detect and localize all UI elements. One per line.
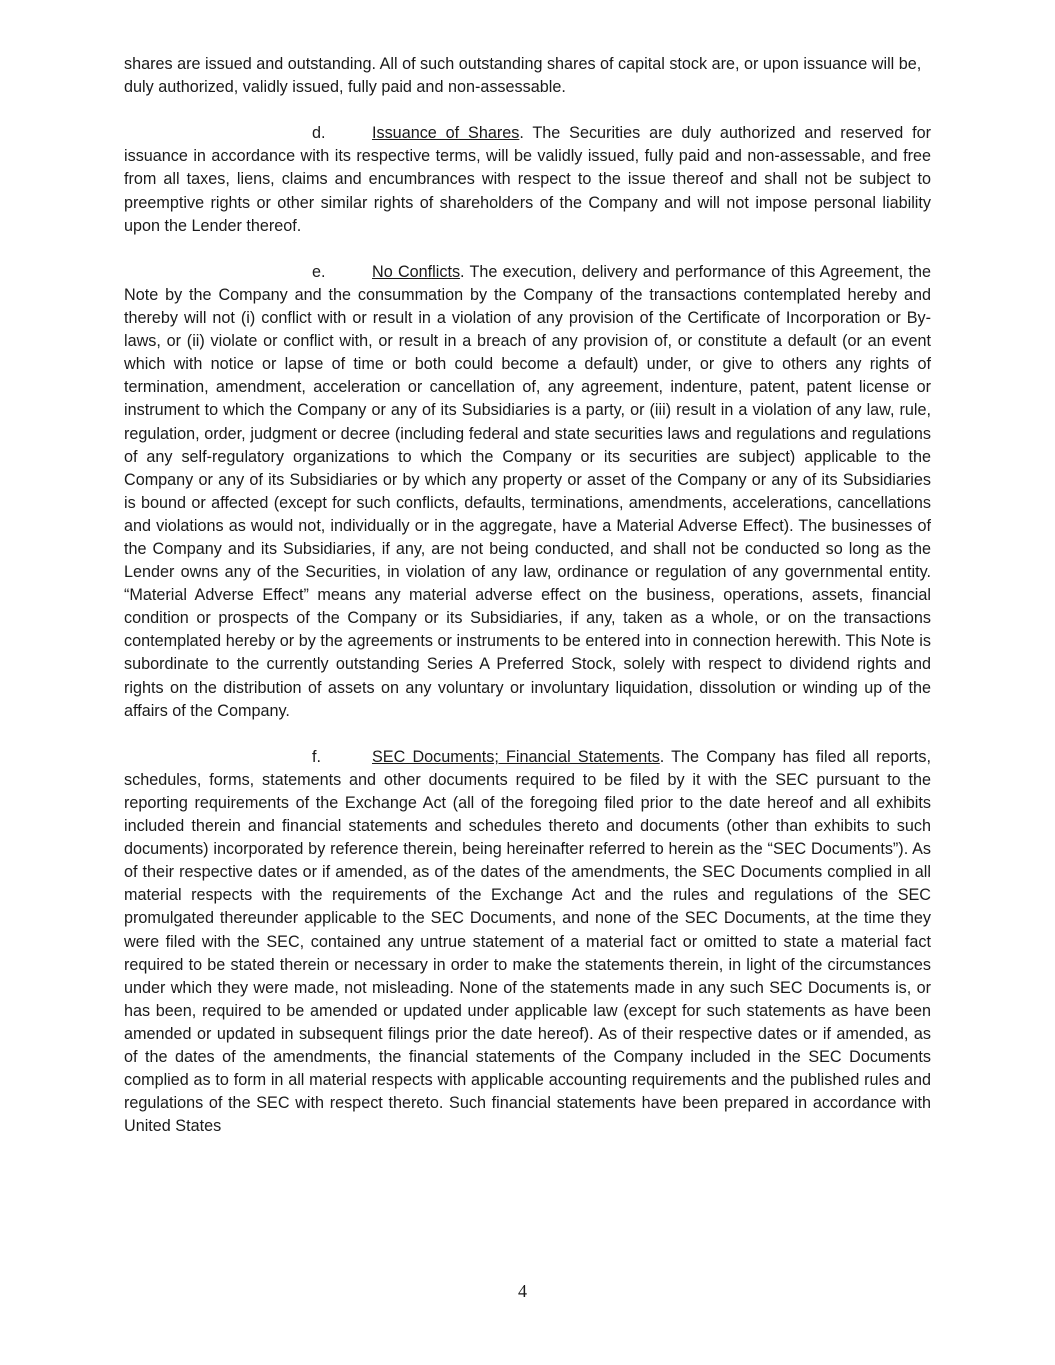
section-e-letter: e. <box>312 262 326 281</box>
paragraph-gap <box>124 238 931 261</box>
paragraph-gap <box>124 723 931 746</box>
section-f-heading: SEC Documents; Financial Statements <box>372 747 660 766</box>
section-e-paragraph <box>124 261 931 723</box>
document-page <box>124 53 931 1138</box>
section-f-letter: f. <box>312 747 321 766</box>
section-d-heading: Issuance of Shares <box>372 124 520 143</box>
page-number: 4 <box>518 1281 527 1301</box>
paragraph-gap <box>124 99 931 122</box>
section-d-text: . The Securities are duly authorized and reserved for issuance in accordance with its respective terms, will be validly issued, fully paid and non-assessable, and free from all taxes, liens, claims and encumbrances with respect to the issue thereof and shall not be subject to preemptive rights or other similar rights of shareholders of the Company and will not impose personal liability upon the Lender thereof. <box>124 124 932 235</box>
section-e-text: . The execution, delivery and performance of this Agreement, the Note by the Company and the consummation by the Company of the transactions contemplated hereby and thereby will not (i) conflict with or result in a violation of any provision of the Certificate of Incorporation or By-laws, or (ii) violate or conflict with, or result in a breach of any provision of, or constitute a default (or an event which with notice or lapse of time or both could become a default) under, or give to others any rights of termination, amendment, acceleration or cancellation of, any agreement, indenture, patent, patent license or instrument to which the Company or any of its Subsidiaries is a party, or (iii) result in a violation of any law, rule, regulation, order, judgment or decree (including federal and state securities laws and regulations and regulations of any self-regulatory organizations to which the Company or its securities are subject) applicable to the Company or any of its Subsidiaries or by which any property or asset of the Company or any of its Subsidiaries is bound or affected (except for such conflicts, defaults, terminations, amendments, accelerations, cancellations and violations as would not, individually or in the aggregate, have a Material Adverse Effect). The businesses of the Company and its Subsidiaries, if any, are not being conducted, and shall not be conducted so long as the Lender owns any of the Securities, in violation of any law, ordinance or regulation of any governmental entity. “Material Adverse Effect” means any material adverse effect on the business, operations, assets, financial condition or prospects of the Company or its Subsidiaries, if any, taken as a whole, or on the transactions contemplated hereby or by the agreements or instruments to be entered into in connection herewith. This Note is subordinate to the currently outstanding Series A Preferred Stock, solely with respect to dividend rights and rights on the distribution of assets on any voluntary or involuntary liquidation, dissolution or winding up of the affairs of the Company. <box>124 262 932 720</box>
section-e-heading: No Conflicts <box>372 262 461 281</box>
section-d-letter: d. <box>312 124 326 143</box>
section-d-paragraph <box>124 122 931 237</box>
intro-paragraph: shares are issued and outstanding. All of such outstanding shares of capital stock are, or upon issuance will be, duly authorized, validly issued, fully paid and non-assessable. <box>124 55 922 97</box>
section-f-paragraph <box>124 746 931 1139</box>
section-f-text: . The Company has filed all reports, schedules, forms, statements and other documents required to be filed by it with the SEC pursuant to the reporting requirements of the Exchange Act (all of the foregoing filed prior to the date hereof and all exhibits included therein and financial statements and schedules thereto and documents (other than exhibits to such documents) incorporated by reference therein, being hereinafter referred to herein as the “SEC Documents”). As of their respective dates or if amended, as of the dates of the amendments, the SEC Documents complied in all material respects with the requirements of the Exchange Act and the rules and regulations of the SEC promulgated thereunder applicable to the SEC Documents, and none of the SEC Documents, at the time they were filed with the SEC, contained any untrue statement of a material fact or omitted to state a material fact required to be stated therein or necessary in order to make the statements therein, in light of the circumstances under which they were made, not misleading. None of the statements made in any such SEC Documents is, or has been, required to be amended or updated under applicable law (except for such statements as have been amended or updated in subsequent filings prior the date hereof). As of their respective dates or if amended, as of the dates of the amendments, the financial statements of the Company included in the SEC Documents complied as to form in all material respects with applicable accounting requirements and the published rules and regulations of the SEC with respect thereto. Such financial statements have been prepared in accordance with United States <box>124 747 931 1136</box>
